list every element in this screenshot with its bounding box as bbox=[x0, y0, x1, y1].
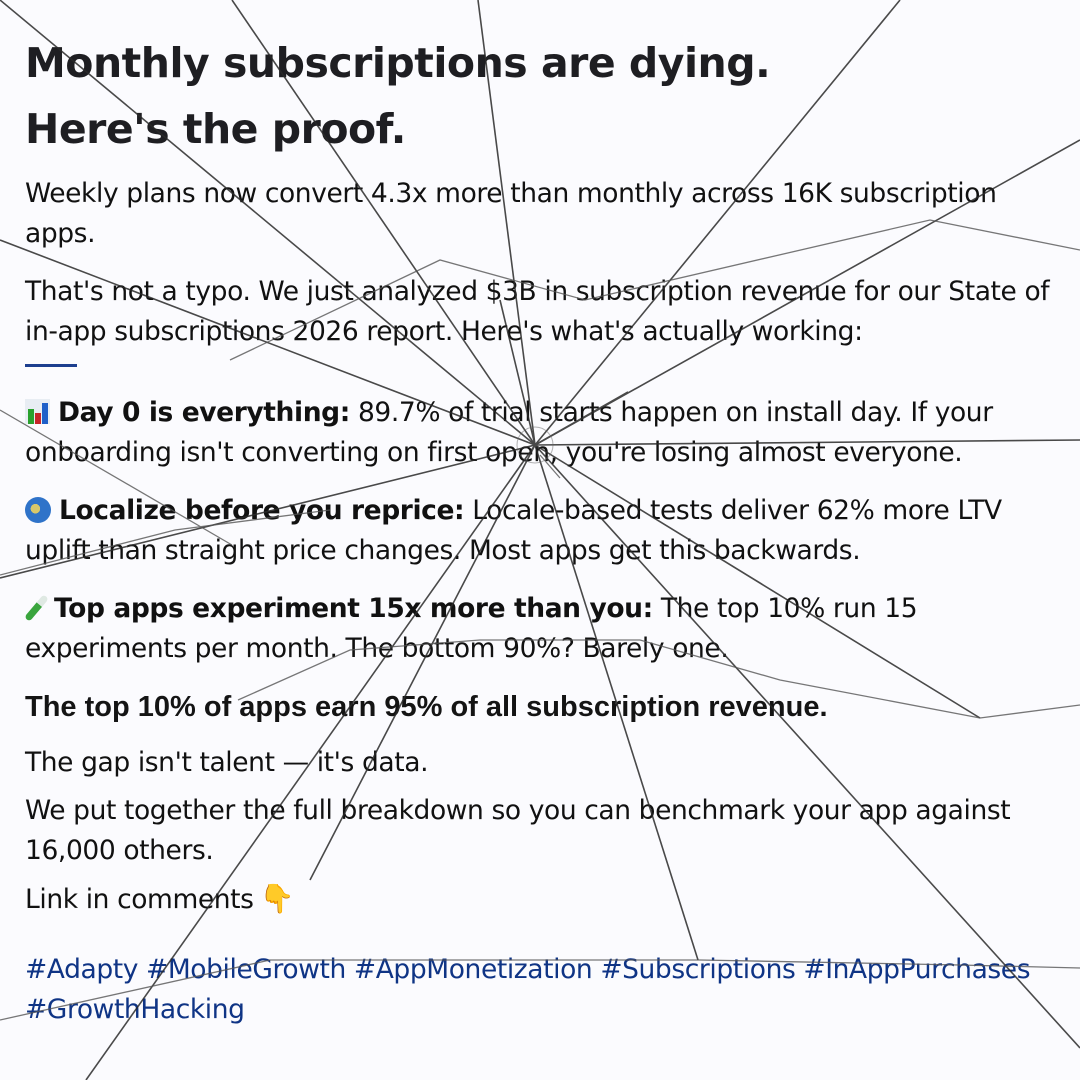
gap-paragraph: The gap isn't talent — it's data. bbox=[25, 747, 429, 778]
bullet-heading: Localize before you reprice: bbox=[59, 495, 465, 526]
post-content bbox=[25, 30, 1055, 1030]
hashtag-appmonetization[interactable]: #AppMonetization bbox=[353, 954, 593, 985]
hashtag-subscriptions[interactable]: #Subscriptions bbox=[600, 954, 796, 985]
bullet-text: The top 10% run 15 experiments per month. The bottom 90%? Barely one. bbox=[25, 593, 918, 664]
intro-paragraph: Weekly plans now convert 4.3x more than monthly across 16K subscription apps. bbox=[25, 178, 997, 249]
globe-icon bbox=[25, 497, 51, 523]
hashtag-list bbox=[25, 950, 1055, 1030]
bullet-experiment bbox=[25, 589, 1055, 669]
breakdown-paragraph: We put together the full breakdown so you can benchmark your app against 16,000 others. bbox=[25, 795, 1011, 866]
test-tube-icon bbox=[24, 594, 49, 621]
hashtag-mobilegrowth[interactable]: #MobileGrowth bbox=[146, 954, 346, 985]
bullet-localize bbox=[25, 491, 1055, 571]
bullet-day-zero bbox=[25, 393, 1055, 473]
bullet-text: 89.7% of trial starts happen on install day. If your onboarding isn't converting on first open, you're losing almost everyone. bbox=[25, 397, 993, 468]
hashtag-growthhacking[interactable]: #GrowthHacking bbox=[25, 994, 245, 1025]
title-line-1: Monthly subscriptions are dying. bbox=[25, 39, 771, 87]
hashtag-inapppurchases[interactable]: #InAppPurchases bbox=[803, 954, 1031, 985]
title-line-2: Here's the proof. bbox=[25, 105, 406, 153]
post-title bbox=[25, 30, 1055, 162]
bullet-text: Locale-based tests deliver 62% more LTV uplift than straight price changes. Most apps get this backwards. bbox=[25, 495, 1002, 566]
cta-text: Link in comments bbox=[25, 884, 254, 915]
context-paragraph: That's not a typo. We just analyzed $3B in subscription revenue for our State of in-app subscriptions 2026 report. Here's what's actually working: bbox=[25, 276, 1050, 347]
bar-chart-icon bbox=[25, 399, 50, 424]
cta-line bbox=[25, 879, 1055, 920]
hashtag-adapty[interactable]: #Adapty bbox=[25, 954, 139, 985]
bullet-heading: Day 0 is everything: bbox=[58, 397, 350, 428]
bullet-heading: Top apps experiment 15x more than you: bbox=[54, 593, 653, 624]
key-stat-subheading: The top 10% of apps earn 95% of all subscription revenue. bbox=[25, 691, 828, 723]
section-divider bbox=[25, 364, 77, 367]
pointing-down-icon: 👇 bbox=[259, 882, 295, 915]
